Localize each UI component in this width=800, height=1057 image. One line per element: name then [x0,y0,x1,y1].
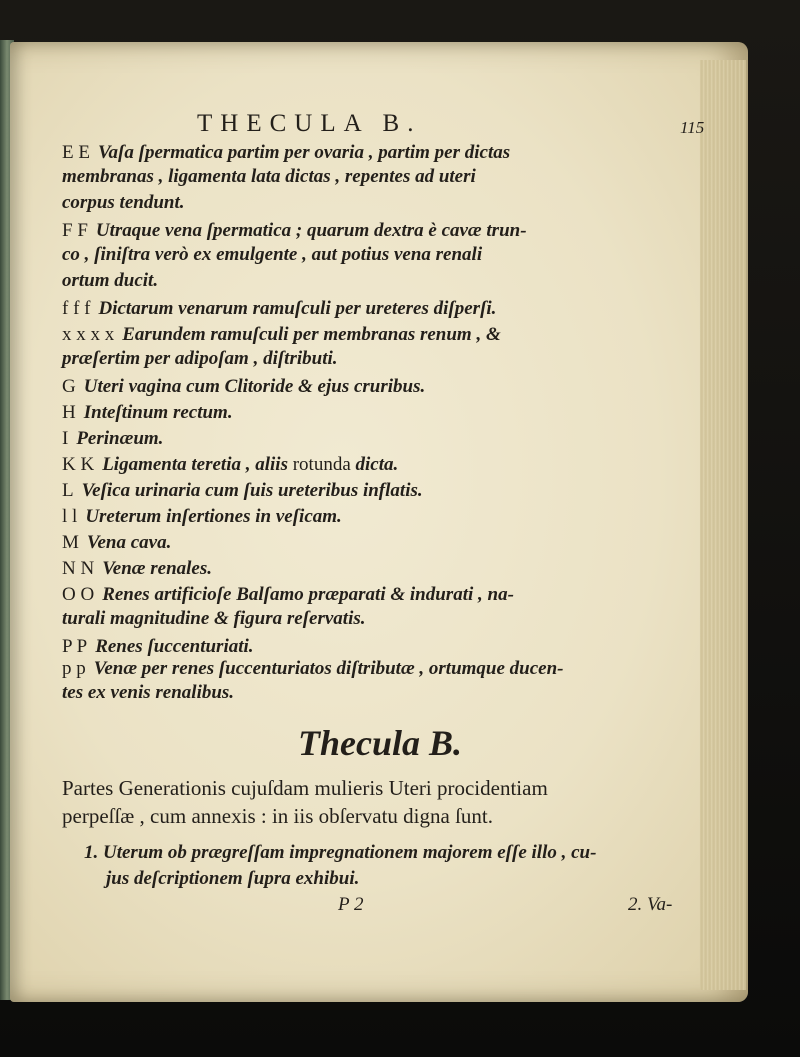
entry-key: E E [62,142,90,163]
entry-key: H [62,402,76,423]
entry-key: N N [62,558,95,579]
entry-key: P P [62,636,88,657]
entry-nn [62,556,212,582]
entry-text: Perinæum. [76,428,164,449]
entry-key: x x x x [62,324,115,345]
entry-roman-word: rotunda [292,454,351,475]
entry-text: Renes artificioſe Balſamo præparati & indurati , na- [102,584,514,605]
entry-text: Ureterum inſertiones in veſicam. [85,506,342,527]
entry-text: Dictarum venarum ramuſculi per ureteres diſperſi. [98,298,497,319]
entry-g [62,374,425,400]
entry-ee [62,140,510,166]
item-1-line-2: jus deſcriptionem ſupra exhibui. [106,868,360,889]
entry-p-lower-cont: tes ex venis renalibus. [62,682,235,703]
intro-line-2: perpeſſæ , cum annexis : in iis obſervatu digna ſunt. [62,804,494,828]
entry-ee-cont2: corpus tendunt. [62,192,185,213]
entry-key: O O [62,584,95,605]
entry-key: l l [62,506,78,527]
entry-key: I [62,428,69,449]
entry-text: Veſica urinaria cum ſuis ureteribus inflatis. [81,480,423,501]
entry-key: M [62,532,79,553]
entry-key: f f f [62,298,91,319]
entry-m [62,530,171,556]
section-title: Thecula B. [297,723,462,763]
entry-text: Earundem ramuſculi per membranas renum , & [122,324,501,345]
entry-key: L [62,480,74,501]
entry-text: Venæ per renes ſuccenturiatos diſtributæ , ortumque ducen- [93,658,564,679]
entry-text: Ligamenta teretia , aliis [102,454,288,475]
entry-text: Utraque vena ſpermatica ; quarum dextra è cavæ trun- [95,220,527,241]
entry-kk [62,452,398,478]
entry-key: G [62,376,76,397]
item-1-line-1: 1. Uterum ob prægreſſam impregnationem majorem eſſe illo , cu- [84,842,597,863]
entry-h [62,400,233,426]
entry-key: K K [62,454,95,475]
entry-ff-cont: co , ſiniſtra verò ex emulgente , aut potius vena renali [62,244,483,265]
entry-ee-cont: membranas , ligamenta lata dictas , repentes ad uteri [62,166,476,187]
intro-line-1: Partes Generationis cujuſdam mulieris Uteri procidentiam [62,776,548,800]
entry-oo [62,582,514,608]
entry-fff [62,296,496,322]
entry-text: Vena cava. [86,532,172,553]
entry-ll [62,504,342,530]
running-title: THECULA B. [197,110,422,137]
entry-ff [62,218,527,244]
entry-p-lower [62,656,564,682]
entry-xxxx-cont: præſertim per adipoſam , diſtributi. [62,348,338,369]
entry-key: p p [62,658,86,679]
entry-text-after: dicta. [355,454,399,475]
catchword: 2. Va- [628,894,673,915]
entry-text: Uteri vagina cum Clitoride & ejus cruribus. [83,376,426,397]
entry-text: Renes ſuccenturiati. [95,636,254,657]
page-number: 115 [680,118,705,137]
signature-mark: P 2 [338,894,364,915]
entry-ff-cont2: ortum ducit. [62,270,159,291]
entry-text: Inteſtinum rectum. [83,402,233,423]
entry-xxxx [62,322,501,348]
entry-i [62,426,163,452]
entry-oo-cont: turali magnitudine & figura reſervatis. [62,608,366,629]
entry-l [62,478,423,504]
entry-text: Vaſa ſpermatica partim per ovaria , partim per dictas [97,142,511,163]
entry-text: Venæ renales. [102,558,212,579]
entry-key: F F [62,220,88,241]
